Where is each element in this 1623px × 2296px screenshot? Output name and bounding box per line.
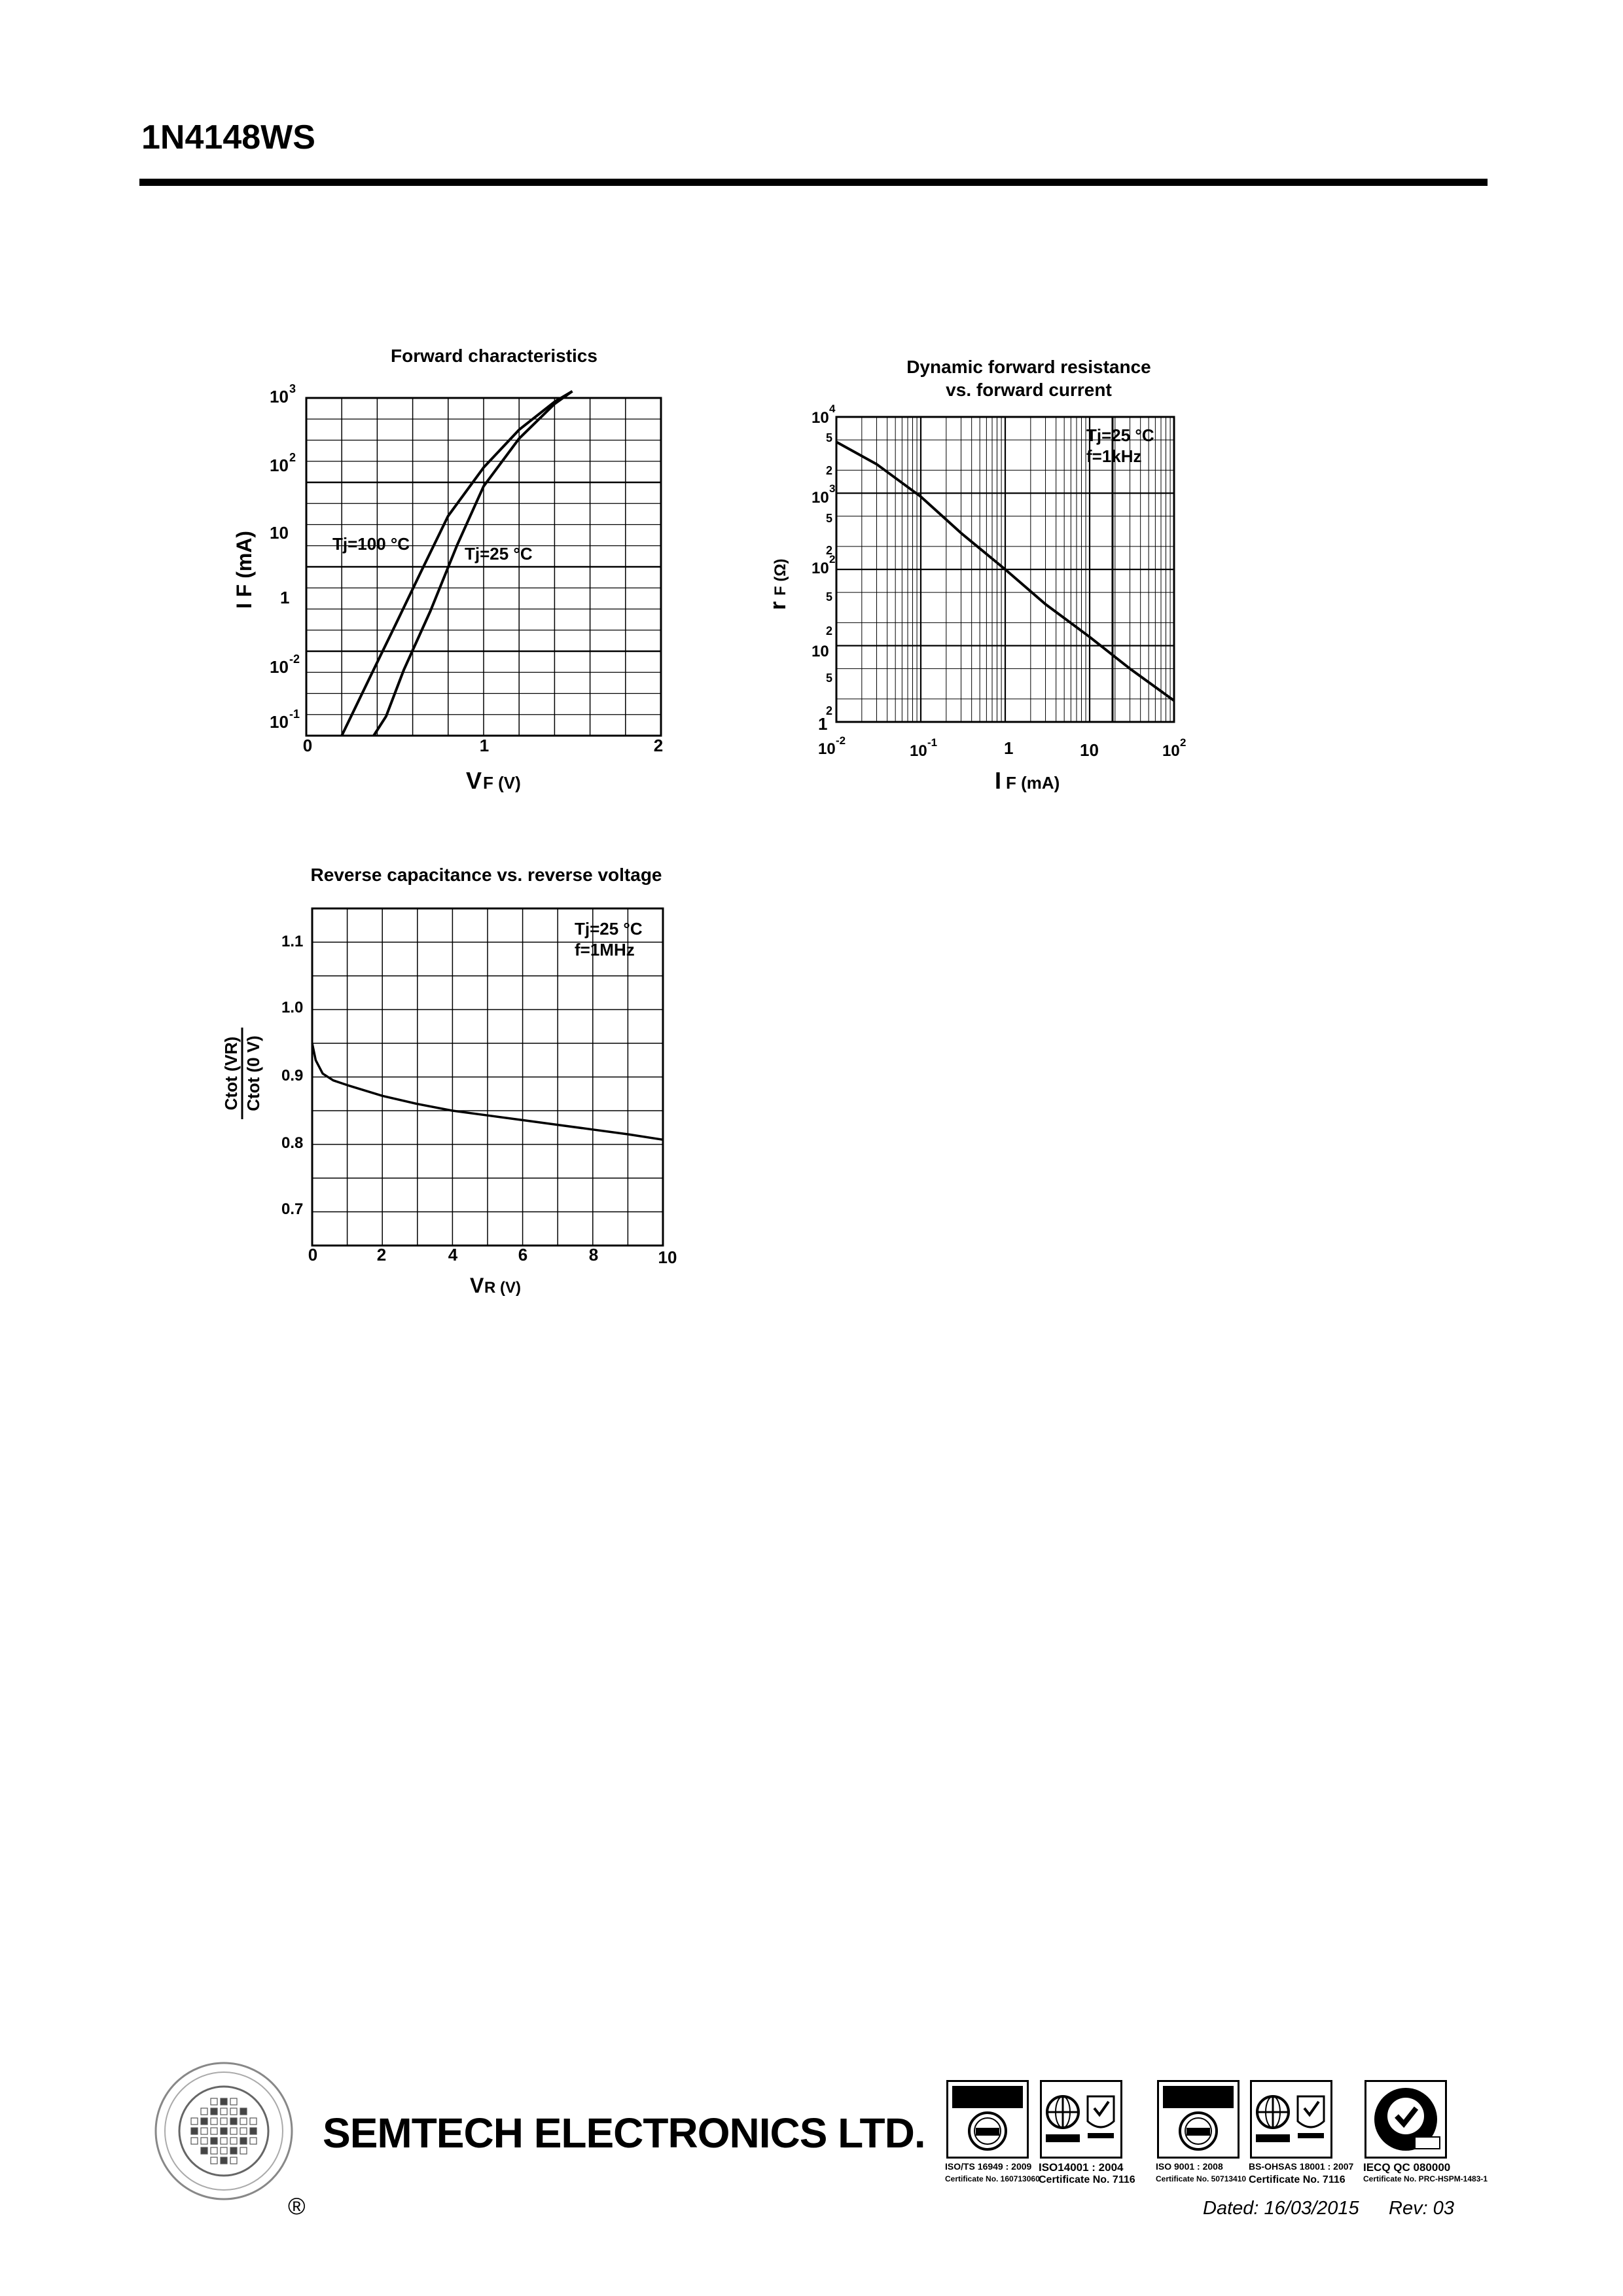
forward-ytick-100: 10 (270, 456, 289, 475)
capacitance-xtick-2: 2 (376, 1245, 387, 1265)
dynamic-xtick-100: 10 (1162, 742, 1180, 760)
dynamic-ylabel-sub: F (Ω) (772, 558, 789, 596)
forward-ytick-1000-exp: 3 (289, 382, 296, 395)
forward-ytick-1000: 10 (270, 387, 289, 406)
capacitance-xtick-6: 6 (518, 1245, 528, 1265)
forward-xtick-0: 0 (302, 736, 313, 755)
capacitance-xlabel-main: V (470, 1274, 484, 1297)
dynamic-xtick-0.01: 10 (818, 740, 836, 758)
dynamic-ytick-10000: 10 (812, 409, 829, 427)
forward-ytick-0.1: 10 (270, 712, 289, 732)
forward-grid (306, 398, 661, 736)
dynamic-xtick-1: 1 (1004, 738, 1014, 758)
capacitance-ytick-0.7: 0.7 (281, 1200, 304, 1218)
dynamic-xtick-0.1-exp: -1 (927, 736, 938, 749)
certification-standard: BS-OHSAS 18001 : 2007 (1249, 2161, 1354, 2172)
dynamic-ytick-10000-exp: 4 (829, 403, 836, 415)
dynamic-xlabel-main: I (995, 767, 1002, 794)
dekra-icon (1159, 2082, 1238, 2157)
forward-xtick-1: 1 (479, 736, 490, 755)
dynamic-ytick-10: 10 (812, 643, 829, 660)
certification-badge-sgs-mark (1364, 2080, 1447, 2159)
dekra-icon (948, 2082, 1027, 2157)
forward-series-line-0 (342, 391, 572, 736)
dynamic-ytick-5000: 5 (826, 431, 833, 444)
capacitance-xtick-0: 0 (308, 1245, 318, 1265)
forward-ytick-1: 1 (280, 588, 290, 607)
dynamic-xtick-10: 10 (1080, 740, 1099, 760)
dynamic-ytick-50: 5 (826, 590, 833, 603)
registered-mark: ® (288, 2193, 306, 2219)
forward-annotation-tj25: Tj=25 °C (465, 544, 533, 564)
dynamic-resistance-chart (766, 357, 1186, 794)
certification-standard: ISO 9001 : 2008 (1156, 2161, 1223, 2172)
dynamic-annotation-freq: f=1kHz (1086, 446, 1142, 466)
certification-standard: IECQ QC 080000 (1363, 2161, 1451, 2174)
forward-annotation-tj100: Tj=100 °C (332, 534, 410, 554)
dynamic-ytick-1000-exp: 3 (829, 482, 836, 495)
capacitance-ytick-0.8: 0.8 (281, 1134, 304, 1152)
forward-xlabel-sub: F (V) (483, 773, 521, 793)
dynamic-xtick-0.1: 10 (910, 742, 927, 760)
certification-number: Certificate No. 160713060 (945, 2174, 1040, 2183)
capacitance-chart-title: Reverse capacitance vs. reverse voltage (310, 865, 662, 885)
intertek-ukas-icon (1042, 2082, 1120, 2157)
dynamic-ytick-200: 2 (826, 544, 833, 557)
forward-ytick-100-exp: 2 (289, 451, 296, 464)
capacitance-ylabel (221, 1028, 263, 1119)
capacitance-ytick-1.0: 1.0 (281, 999, 304, 1016)
capacitance-ylabel-denominator: Ctot (0 V) (243, 1035, 263, 1111)
dynamic-y-tick-labels (812, 403, 836, 734)
dynamic-ytick-500: 5 (826, 512, 833, 525)
company-name: SEMTECH ELECTRONICS LTD. (323, 2109, 925, 2157)
capacitance-xtick-8: 8 (588, 1245, 599, 1265)
dynamic-xtick-100-exp: 2 (1180, 736, 1186, 749)
certification-badge-intertek-ukas-mark (1250, 2080, 1332, 2159)
certification-badge-dekra-mark (1157, 2080, 1240, 2159)
forward-characteristics-chart (232, 346, 663, 794)
revision-label: Rev: 03 (1389, 2198, 1454, 2219)
forward-series (342, 391, 572, 736)
dynamic-ylabel-main: r (766, 601, 791, 610)
semtech-seal-logo (156, 2063, 292, 2199)
certification-standard: ISO14001 : 2004 (1039, 2161, 1124, 2174)
capacitance-ytick-1.1: 1.1 (281, 933, 304, 950)
forward-ytick-0.1-exp: -1 (289, 708, 300, 721)
forward-y-tick-labels (270, 382, 300, 732)
capacitance-xlabel-sub: R (V) (484, 1279, 521, 1297)
dynamic-ytick-1000: 10 (812, 489, 829, 507)
dynamic-xlabel-sub: F (mA) (1006, 773, 1060, 793)
dynamic-ytick-2: 2 (826, 704, 833, 717)
dynamic-ytick-1: 1 (818, 714, 828, 734)
sgs-icon (1366, 2082, 1445, 2157)
forward-ytick-0.01: 10 (270, 657, 289, 677)
dynamic-ytick-5: 5 (826, 672, 833, 685)
page-title: 1N4148WS (141, 118, 315, 156)
dynamic-ytick-100: 10 (812, 560, 829, 577)
dynamic-chart-title-line2: vs. forward current (946, 380, 1112, 400)
dated-label: Dated: 16/03/2015 (1203, 2198, 1359, 2219)
capacitance-ytick-0.9: 0.9 (281, 1067, 304, 1085)
certification-badge-intertek-ukas-mark (1040, 2080, 1122, 2159)
dynamic-chart-title-line1: Dynamic forward resistance (906, 357, 1151, 377)
certification-number: Certificate No. 7116 (1249, 2174, 1346, 2185)
dynamic-xtick-0.01-exp: -2 (836, 734, 846, 747)
dynamic-ytick-2000: 2 (826, 464, 833, 477)
forward-ylabel: I F (mA) (232, 530, 256, 609)
forward-chart-title: Forward characteristics (391, 346, 597, 366)
capacitance-xtick-10: 10 (658, 1247, 677, 1267)
forward-xtick-2: 2 (653, 736, 664, 755)
certification-standard: ISO/TS 16949 : 2009 (945, 2161, 1032, 2172)
dynamic-ytick-100-exp: 2 (829, 553, 836, 565)
certification-number: Certificate No. 50713410 (1156, 2174, 1247, 2183)
dynamic-x-tick-labels (818, 734, 1186, 760)
capacitance-ylabel-numerator: Ctot (VR) (221, 1036, 241, 1111)
forward-ytick-0.01-exp: -2 (289, 653, 300, 666)
certification-number: Certificate No. 7116 (1039, 2174, 1135, 2185)
capacitance-xtick-4: 4 (448, 1245, 458, 1265)
certification-number: Certificate No. PRC-HSPM-1483-1 (1363, 2174, 1488, 2183)
certification-badge-dekra-mark (946, 2080, 1029, 2159)
forward-ytick-10: 10 (270, 523, 289, 543)
intertek-ukas-icon (1252, 2082, 1330, 2157)
capacitance-annotation-freq: f=1MHz (575, 940, 635, 960)
capacitance-annotation-tj: Tj=25 °C (575, 919, 643, 939)
dynamic-ytick-20: 2 (826, 624, 833, 637)
forward-xlabel-main: V (466, 767, 482, 794)
reverse-capacitance-chart (221, 865, 677, 1297)
dynamic-annotation-tj: Tj=25 °C (1086, 425, 1154, 445)
